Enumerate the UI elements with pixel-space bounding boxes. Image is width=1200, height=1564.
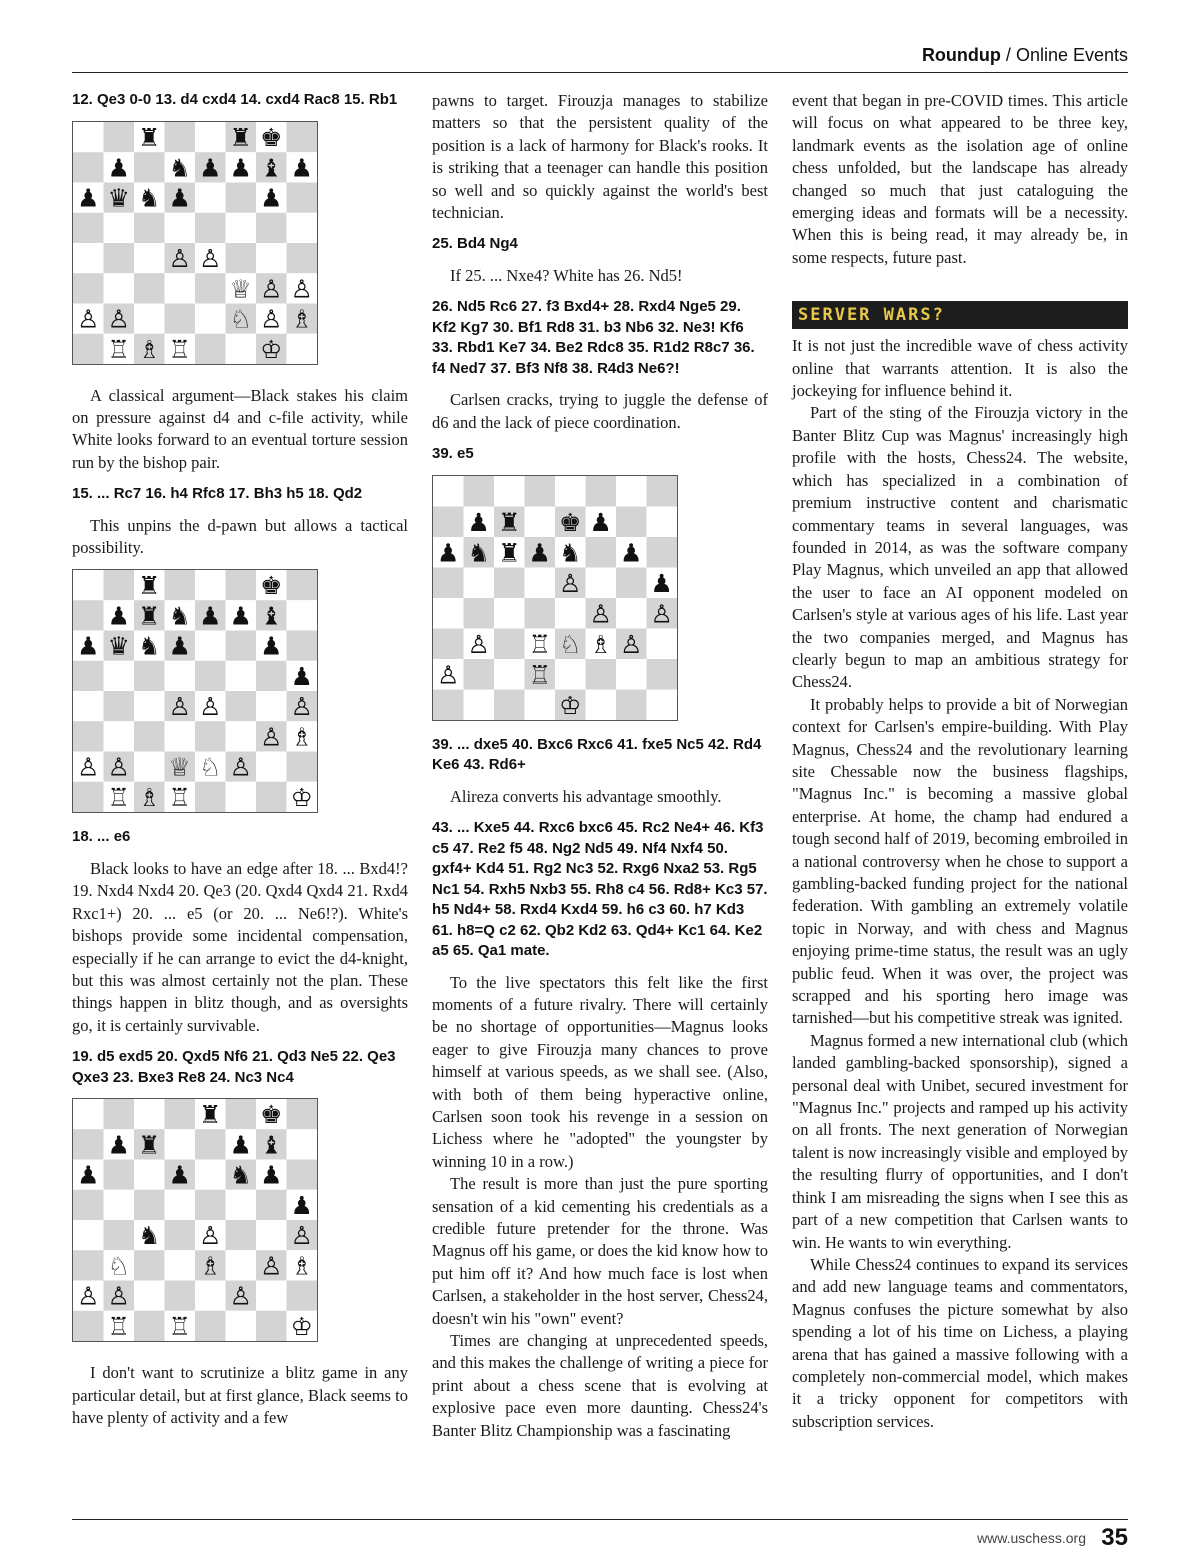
board-square [195, 212, 226, 242]
board-square [287, 1281, 318, 1311]
board-square [256, 1281, 287, 1311]
white-pawn-icon: ♙ [199, 1221, 222, 1251]
board-square [134, 1311, 165, 1341]
chess-board-svg [433, 476, 677, 720]
board-square [494, 689, 525, 720]
board-square [165, 1129, 196, 1159]
board-square [104, 273, 135, 303]
paragraph: pawns to target. Firouzja manages to stabilize matters so that the persistent quality of the position is a lack of harmony for Black's rooks. It is striking that a teenager can handle this position so well and so quickly against the world's best technician. [432, 91, 768, 223]
board-square [134, 243, 165, 273]
white-pawn-icon: ♙ [260, 304, 283, 334]
black-pawn-icon: ♟ [77, 632, 100, 662]
board-square [104, 212, 135, 242]
paragraph: A classical argument—Black stakes his claim on pressure against d4 and c-file activity, while White looks forward to an eventual torture session run by the bishop pair. [72, 385, 408, 472]
board-square [165, 212, 196, 242]
board-square [494, 659, 525, 690]
moves-12-15: 12. Qe3 0-0 13. d4 cxd4 14. cxd4 Rac8 15. Rb1 [72, 91, 398, 108]
board-square [494, 567, 525, 598]
board-square [525, 689, 556, 720]
board-square [73, 601, 104, 631]
board-square [104, 243, 135, 273]
board-square [616, 567, 647, 598]
board-square [647, 506, 678, 537]
paragraph: I don't want to scrutinize a blitz game in any particular detail, but at first glance, Black seems to have plenty of activity and a few [72, 1363, 408, 1427]
white-pawn-icon: ♙ [168, 692, 191, 722]
white-pawn-icon: ♙ [229, 753, 252, 783]
board-square [494, 598, 525, 629]
white-pawn-icon: ♙ [77, 304, 100, 334]
board-square [104, 661, 135, 691]
white-rook-icon: ♖ [168, 334, 191, 364]
board-square [647, 659, 678, 690]
board-square [104, 122, 135, 152]
board-square [195, 122, 226, 152]
white-knight-icon: ♘ [199, 753, 222, 783]
paragraph: While Chess24 continues to expand its services and add new language teams and commentators, Magnus confuses the picture somewhat by also spending a lot of his time on Lichess, a playing arena that has gained a massive following with a completely non-commercial model, which makes it a tricky opponent for competitors with subscription services. [792, 1254, 1128, 1431]
white-pawn-icon: ♙ [620, 629, 643, 659]
black-king-icon: ♚ [260, 1100, 283, 1130]
board-square [555, 476, 586, 507]
white-rook-icon: ♖ [528, 660, 551, 690]
board-square [586, 659, 617, 690]
paragraph: Black looks to have an edge after 18. ... Bxd4!? 19. Nxd4 Nxd4 20. Qe3 (20. Qxd4 Qxd4 21. Rxd4 Rxc1+) 20. ... e5 (or 20. ... Ne6!?). White's bishops provide some incidental compensation, especially if he can arrange to evict the d4-knight, but this was almost certainly not the plan. These things happen in blitz though, and as oversights go, it is certainly survivable. [72, 858, 408, 1035]
board-square [73, 782, 104, 812]
black-pawn-icon: ♟ [199, 152, 222, 182]
white-bishop-icon: ♗ [290, 1251, 313, 1281]
board-square [73, 1190, 104, 1220]
board-square [134, 1190, 165, 1220]
chess-diagram-1 [72, 121, 318, 365]
board-square [525, 567, 556, 598]
board-square [525, 598, 556, 629]
black-knight-icon: ♞ [467, 538, 490, 568]
board-square [287, 1129, 318, 1159]
paragraph: To the live spectators this felt like the first moments of a future rivalry. There will certainly be no shortage of opportunities—Magnus looks eager to give Firouzja many chances to prove himself at various speeds, as we shall see. (Also, with both of them being hyperactive online, Carlsen soon took his revenge in a session on Lichess where he "adopted" the youngster by winning 10 in a row.) [432, 972, 768, 1171]
moves-39: 39. e5 [432, 445, 474, 463]
white-pawn-icon: ♙ [107, 753, 130, 783]
board-square [433, 628, 464, 659]
black-knight-icon: ♞ [229, 1160, 252, 1190]
board-square [134, 212, 165, 242]
paragraph: If 25. ... Nxe4? White has 26. Nd5! [450, 265, 683, 285]
board-square [165, 1190, 196, 1220]
white-pawn-icon: ♙ [107, 304, 130, 334]
board-square [256, 691, 287, 721]
board-square [195, 661, 226, 691]
moves-25: 25. Bd4 Ng4 [432, 235, 518, 253]
white-pawn-icon: ♙ [199, 692, 222, 722]
paragraph: event that began in pre-COVID times. This article will focus on what appeared to be three key, landmark events as the isolation age of online chess unfolded, but the landscape has already changed so much that just cataloguing the emerging ideas and formats will be a necessity. When this is being read, it may already be, in some respects, future past. [792, 91, 1128, 267]
board-square [195, 333, 226, 363]
board-square [134, 691, 165, 721]
black-knight-icon: ♞ [138, 632, 161, 662]
board-square [226, 631, 257, 661]
chess-diagram-4 [432, 475, 678, 721]
board-square [195, 182, 226, 212]
board-square [104, 1099, 135, 1129]
board-square [104, 722, 135, 752]
board-square [73, 243, 104, 273]
black-pawn-icon: ♟ [107, 1130, 130, 1160]
board-square [586, 689, 617, 720]
white-bishop-icon: ♗ [138, 334, 161, 364]
black-pawn-icon: ♟ [199, 601, 222, 631]
white-rook-icon: ♖ [528, 629, 551, 659]
moves-39-43: 39. ... dxe5 40. Bxc6 Rxc6 41. fxe5 Nc5 42. Rd4 Ke6 43. Rd6+ [432, 735, 762, 774]
black-bishop-icon: ♝ [260, 152, 283, 182]
board-square [464, 689, 495, 720]
white-pawn-icon: ♙ [589, 599, 612, 629]
black-pawn-icon: ♟ [168, 1160, 191, 1190]
white-pawn-icon: ♙ [77, 1281, 100, 1311]
board-square [287, 212, 318, 242]
board-square [256, 1311, 287, 1341]
board-square [73, 661, 104, 691]
black-pawn-icon: ♟ [467, 507, 490, 537]
white-pawn-icon: ♙ [260, 273, 283, 303]
board-square [616, 598, 647, 629]
board-square [525, 476, 556, 507]
black-pawn-icon: ♟ [589, 507, 612, 537]
board-square [165, 1099, 196, 1129]
black-rook-icon: ♜ [498, 507, 521, 537]
running-header [72, 44, 1128, 73]
black-pawn-icon: ♟ [528, 538, 551, 568]
board-square [104, 570, 135, 600]
board-square [134, 273, 165, 303]
board-square [586, 537, 617, 568]
board-square [195, 631, 226, 661]
board-square [287, 601, 318, 631]
board-square [104, 1190, 135, 1220]
board-square [165, 1250, 196, 1280]
paragraph: The result is more than just the pure sporting sensation of a kid cementing his credentials as a credible future pretender for the throne. Was Magnus off his game, or does the kid know how to put him off it? And how much face is lost when Carlsen, a stakeholder in the host server, Chess24, doesn't win his "own" event? [432, 1174, 768, 1328]
chess-diagram-2 [72, 569, 318, 813]
board-square [195, 570, 226, 600]
white-pawn-icon: ♙ [199, 243, 222, 273]
board-square [226, 1099, 257, 1129]
white-bishop-icon: ♗ [138, 783, 161, 813]
board-square [256, 782, 287, 812]
board-square [647, 537, 678, 568]
black-pawn-icon: ♟ [437, 538, 460, 568]
white-pawn-icon: ♙ [437, 660, 460, 690]
board-square [226, 570, 257, 600]
board-square [73, 273, 104, 303]
black-pawn-icon: ♟ [260, 183, 283, 213]
board-square [494, 628, 525, 659]
paragraph: Times are changing at unprecedented speeds, and this makes the challenge of writing a piece for print about a chess scene that is evolving at explosive pace even more daunting. Chess24's Banter Blitz Championship was a fascinating [432, 1331, 768, 1440]
moves-19-24: 19. d5 exd5 20. Qxd5 Nf6 21. Qd3 Ne5 22. Qe3 Qxe3 23. Bxe3 Re8 24. Nc3 Nc4 [72, 1048, 396, 1086]
white-bishop-icon: ♗ [290, 722, 313, 752]
black-bishop-icon: ♝ [260, 601, 283, 631]
black-knight-icon: ♞ [168, 152, 191, 182]
white-pawn-icon: ♙ [290, 1221, 313, 1251]
white-bishop-icon: ♗ [290, 304, 313, 334]
black-pawn-icon: ♟ [168, 632, 191, 662]
chess-board-svg [73, 122, 317, 364]
white-rook-icon: ♖ [107, 783, 130, 813]
board-square [226, 1250, 257, 1280]
board-square [226, 691, 257, 721]
black-rook-icon: ♜ [138, 571, 161, 601]
column-3 [792, 90, 1128, 1433]
board-square [555, 598, 586, 629]
black-pawn-icon: ♟ [229, 152, 252, 182]
board-square [287, 333, 318, 363]
board-square [433, 689, 464, 720]
board-square [195, 1311, 226, 1341]
black-pawn-icon: ♟ [107, 601, 130, 631]
board-square [226, 722, 257, 752]
board-square [134, 1281, 165, 1311]
board-square [256, 1190, 287, 1220]
board-square [73, 1250, 104, 1280]
board-square [165, 122, 196, 152]
paragraph: Alireza converts his advantage smoothly. [450, 786, 722, 806]
white-bishop-icon: ♗ [199, 1251, 222, 1281]
board-square [134, 1099, 165, 1129]
board-square [165, 722, 196, 752]
chess-diagram-3 [72, 1098, 318, 1342]
board-square [464, 598, 495, 629]
page-footer [72, 1519, 1128, 1551]
moves-26-38: 26. Nd5 Rc6 27. f3 Bxd4+ 28. Rxd4 Nge5 29. Kf2 Kg7 30. Bf1 Rd8 31. b3 Nb6 32. Ne3! Kf6 33. Rbd1 Ke7 34. Be2 Rdc8 35. R1d2 R8c7 36. f4 Ned7 37. Bf3 Nf8 38. R4d3 Ne6?! [432, 298, 755, 377]
moves-43-65: 43. ... Kxe5 44. Rxc6 bxc6 45. Rc2 Ne4+ 46. Kf3 c5 47. Re2 f5 48. Ng2 Nd5 49. Nf4 Nxf4 50. gxf4+ Kd4 51. Rg2 Nc3 52. Rxg6 Nxa2 53. Rg5 Nc1 54. Rxh5 Nxb3 55. Rh8 c4 56. Rd8+ Kc3 57. h5 Nd4+ 58. Rxd4 Kxd4 59. h6 c3 60. h7 Kd3 61. h8=Q c2 62. Qb2 Kd2 63. Qd4+ Kc1 64. Ke2 a5 65. Qa1 mate. [432, 819, 768, 960]
board-square [73, 1311, 104, 1341]
board-square [226, 661, 257, 691]
board-square [287, 1099, 318, 1129]
board-square [226, 333, 257, 363]
black-king-icon: ♚ [559, 507, 582, 537]
black-pawn-icon: ♟ [229, 601, 252, 631]
white-king-icon: ♔ [559, 690, 582, 720]
board-square [647, 628, 678, 659]
board-square [195, 1190, 226, 1220]
black-rook-icon: ♜ [138, 122, 161, 152]
board-square [195, 782, 226, 812]
column-2 [432, 90, 768, 1442]
board-square [134, 752, 165, 782]
board-square [494, 476, 525, 507]
board-square [134, 661, 165, 691]
board-square [647, 476, 678, 507]
board-square [165, 303, 196, 333]
paragraph: Carlsen cracks, trying to juggle the defense of d6 and the lack of piece coordination. [432, 390, 768, 432]
board-square [195, 273, 226, 303]
board-square [134, 1160, 165, 1190]
white-king-icon: ♔ [290, 783, 313, 813]
white-king-icon: ♔ [260, 334, 283, 364]
board-square [616, 689, 647, 720]
white-pawn-icon: ♙ [229, 1281, 252, 1311]
black-king-icon: ♚ [260, 122, 283, 152]
white-pawn-icon: ♙ [467, 629, 490, 659]
board-square [73, 691, 104, 721]
board-square [195, 1129, 226, 1159]
black-rook-icon: ♜ [498, 538, 521, 568]
board-square [226, 1220, 257, 1250]
board-square [464, 476, 495, 507]
paragraph: It is not just the incredible wave of chess activity online that warrants attention. It is also the jockeying for influence behind it. [792, 336, 1128, 401]
black-pawn-icon: ♟ [290, 152, 313, 182]
paragraph: It probably helps to provide a bit of Norwegian context for Carlsen's empire-building. With Play Magnus, Chess24 and the revolutionary learning site Chessable now the business flagships, "Magnus Inc." is becoming a massive global enterprise. At home, the champ had endured a tough second half of 2019, becoming embroiled in a national controversy when he chose to support a gambling-backed funding project for the national federation. With gambling an extremely volatile topic in Norway, and with chess and Magnus enjoying prime-time status, the result was an ugly public feud. When it was over, the project was scrapped and his sporting hero image was tarnished—but his competitive streak was ignited. [792, 694, 1128, 1028]
board-square [226, 1311, 257, 1341]
black-pawn-icon: ♟ [168, 183, 191, 213]
board-square [586, 567, 617, 598]
board-square [256, 752, 287, 782]
black-king-icon: ♚ [260, 571, 283, 601]
board-square [134, 303, 165, 333]
black-pawn-icon: ♟ [290, 1191, 313, 1221]
black-pawn-icon: ♟ [290, 662, 313, 692]
white-pawn-icon: ♙ [290, 273, 313, 303]
paragraph: Part of the sting of the Firouzja victory in the Banter Blitz Cup was Magnus' increasingly high profile with the hosts, Chess24. The website, which has specialized in a combination of premium instructive content and charismatic commentary teams in several languages, was founded in 2014, as was the software company Play Magnus, which unveiled an app that allowed the user to face an AI opponent modeled on Carlsen's style at various ages of his life. Last year the two companies merged, and Magnus has clearly begun to map an ambitious strategy for Chess24. [792, 403, 1128, 692]
board-square [433, 476, 464, 507]
paragraph: Magnus formed a new international club (which landed gambling-backed sponsorship), signed a personal deal with Unibet, secured investment for "Magnus Inc." projects and ramped up his activity on all fronts. The next generation of Norwegian talent is now increasingly visible and employed by the resulting flurry of opportunities, and I don't think I am misreading the signs when I see this as part of a new competition that Carlsen wants to win. He wants to win everything. [792, 1030, 1128, 1252]
board-square [256, 1220, 287, 1250]
white-rook-icon: ♖ [107, 334, 130, 364]
section-heading: SERVER WARS? [792, 301, 1128, 329]
chess-board-svg [73, 570, 317, 812]
board-square [256, 212, 287, 242]
white-pawn-icon: ♙ [260, 1251, 283, 1281]
black-pawn-icon: ♟ [107, 152, 130, 182]
white-knight-icon: ♘ [107, 1251, 130, 1281]
board-square [525, 506, 556, 537]
board-square [226, 182, 257, 212]
black-pawn-icon: ♟ [77, 183, 100, 213]
white-pawn-icon: ♙ [260, 722, 283, 752]
board-square [226, 1190, 257, 1220]
paragraph: This unpins the d-pawn but allows a tactical possibility. [72, 515, 408, 558]
board-square [134, 152, 165, 182]
board-square [433, 598, 464, 629]
board-square [287, 570, 318, 600]
board-square [226, 243, 257, 273]
board-square [165, 273, 196, 303]
page-number: 35 [1101, 1524, 1128, 1551]
board-square [104, 1220, 135, 1250]
board-square [256, 243, 287, 273]
board-square [226, 212, 257, 242]
board-square [195, 1160, 226, 1190]
board-square [73, 1220, 104, 1250]
board-square [464, 659, 495, 690]
board-square [73, 722, 104, 752]
board-square [287, 243, 318, 273]
board-square [73, 570, 104, 600]
board-square [287, 1160, 318, 1190]
board-square [73, 212, 104, 242]
board-square [165, 1220, 196, 1250]
board-square [165, 1281, 196, 1311]
black-rook-icon: ♜ [199, 1100, 222, 1130]
white-pawn-icon: ♙ [107, 1281, 130, 1311]
white-queen-icon: ♕ [229, 273, 252, 303]
white-rook-icon: ♖ [107, 1312, 130, 1342]
board-square [104, 1160, 135, 1190]
board-square [287, 631, 318, 661]
moves-15-18: 15. ... Rc7 16. h4 Rfc8 17. Bh3 h5 18. Qd2 [72, 485, 363, 503]
board-square [616, 659, 647, 690]
board-square [104, 691, 135, 721]
black-pawn-icon: ♟ [620, 538, 643, 568]
black-pawn-icon: ♟ [650, 568, 673, 598]
chess-board-svg [73, 1099, 317, 1341]
board-square [555, 659, 586, 690]
board-square [134, 1250, 165, 1280]
white-queen-icon: ♕ [168, 753, 191, 783]
board-square [195, 722, 226, 752]
black-pawn-icon: ♟ [260, 632, 283, 662]
board-square [73, 122, 104, 152]
board-square [616, 476, 647, 507]
board-square [647, 689, 678, 720]
column-1 [72, 90, 408, 1429]
black-knight-icon: ♞ [138, 1221, 161, 1251]
board-square [433, 567, 464, 598]
board-square [73, 1129, 104, 1159]
white-knight-icon: ♘ [559, 629, 582, 659]
board-square [165, 661, 196, 691]
black-knight-icon: ♞ [559, 538, 582, 568]
black-rook-icon: ♜ [138, 1130, 161, 1160]
running-title: Roundup / Online Events [921, 45, 1128, 65]
footer-url: www.uschess.org [977, 1530, 1086, 1546]
board-square [165, 570, 196, 600]
black-knight-icon: ♞ [168, 601, 191, 631]
board-square [586, 476, 617, 507]
white-pawn-icon: ♙ [559, 568, 582, 598]
black-queen-icon: ♛ [107, 632, 130, 662]
board-square [287, 752, 318, 782]
black-pawn-icon: ♟ [77, 1160, 100, 1190]
black-rook-icon: ♜ [229, 122, 252, 152]
board-square [616, 506, 647, 537]
board-square [195, 303, 226, 333]
black-pawn-icon: ♟ [260, 1160, 283, 1190]
black-bishop-icon: ♝ [260, 1130, 283, 1160]
white-rook-icon: ♖ [168, 1312, 191, 1342]
white-pawn-icon: ♙ [168, 243, 191, 273]
moves-18: 18. ... e6 [72, 828, 131, 846]
board-square [73, 152, 104, 182]
white-pawn-icon: ♙ [290, 692, 313, 722]
board-square [287, 122, 318, 152]
board-square [73, 1099, 104, 1129]
board-square [195, 1281, 226, 1311]
board-square [287, 182, 318, 212]
white-pawn-icon: ♙ [650, 599, 673, 629]
black-rook-icon: ♜ [138, 601, 161, 631]
board-square [256, 661, 287, 691]
black-knight-icon: ♞ [138, 183, 161, 213]
white-rook-icon: ♖ [168, 783, 191, 813]
black-queen-icon: ♛ [107, 183, 130, 213]
board-square [464, 567, 495, 598]
white-bishop-icon: ♗ [589, 629, 612, 659]
board-square [134, 722, 165, 752]
board-square [226, 782, 257, 812]
board-square [73, 333, 104, 363]
board-square [433, 506, 464, 537]
white-pawn-icon: ♙ [77, 753, 100, 783]
white-king-icon: ♔ [290, 1312, 313, 1342]
white-knight-icon: ♘ [229, 304, 252, 334]
black-pawn-icon: ♟ [229, 1130, 252, 1160]
